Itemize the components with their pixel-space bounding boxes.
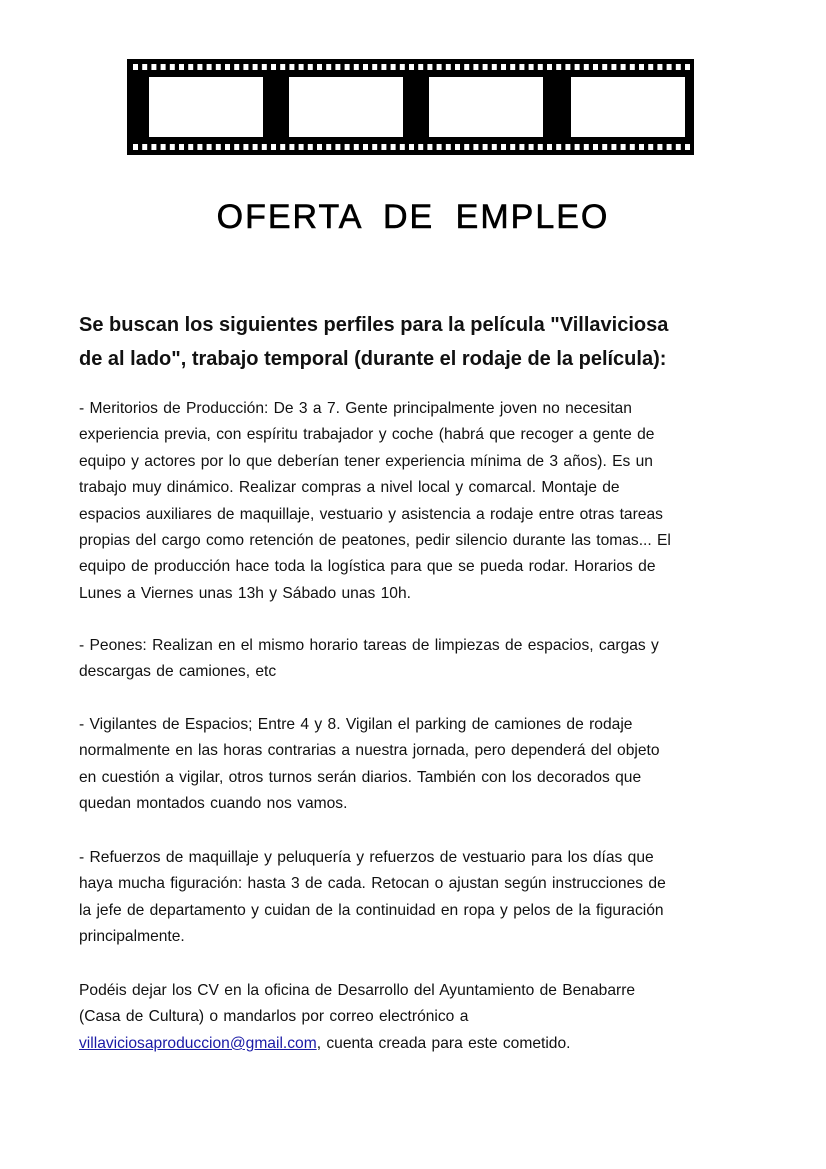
sprocket-hole: [529, 64, 534, 70]
text-line: (Casa de Cultura) o mandarlos por correo electrónico a: [79, 1008, 469, 1026]
text-line: experiencia previa, con espíritu trabajador y coche (habrá que recoger a gente de: [79, 426, 655, 444]
sprocket-hole: [216, 144, 221, 150]
sprocket-hole: [501, 64, 506, 70]
intro-heading: [79, 308, 739, 376]
sprocket-hole: [243, 144, 248, 150]
sprocket-hole: [299, 64, 304, 70]
sprocket-hole: [197, 64, 202, 70]
sprocket-hole: [289, 64, 294, 70]
sprocket-hole: [225, 64, 230, 70]
sprocket-hole: [400, 64, 405, 70]
sprocket-hole: [630, 64, 635, 70]
sprocket-hole: [335, 144, 340, 150]
text-line: - Peones: Realizan en el mismo horario tareas de limpiezas de espacios, cargas y: [79, 637, 659, 654]
text-line: normalmente en las horas contrarias a nuestra jornada, pero dependerá del objeto: [79, 742, 660, 760]
text-line: Podéis dejar los CV en la oficina de Desarrollo del Ayuntamiento de Benabarre: [79, 982, 636, 999]
sprocket-hole: [621, 144, 626, 150]
sprocket-hole: [142, 144, 147, 150]
sprocket-hole: [354, 64, 359, 70]
text-line-suffix: , cuenta creada para este cometido.: [316, 1034, 571, 1052]
email-link[interactable]: villaviciosaproduccion@gmail.com: [79, 1034, 317, 1052]
sprocket-hole: [418, 144, 423, 150]
sprocket-hole: [529, 144, 534, 150]
text-line: propias del cargo como retención de peatones, pedir silencio durante las tomas... El: [79, 532, 671, 550]
text-line: - Refuerzos de maquillaje y peluquería y refuerzos de vestuario para los días que: [79, 849, 654, 866]
sprocket-hole: [685, 64, 690, 70]
section-vigilantes: [79, 712, 743, 818]
sprocket-hole: [225, 144, 230, 150]
text-line: Lunes a Viernes unas 13h y Sábado unas 10h.: [79, 584, 411, 602]
sprocket-hole: [427, 144, 432, 150]
film-frame: [571, 77, 685, 137]
sprocket-hole: [280, 144, 285, 150]
sprocket-hole: [326, 64, 331, 70]
sprocket-hole: [483, 144, 488, 150]
sprocket-hole: [556, 64, 561, 70]
sprocket-hole: [446, 64, 451, 70]
text-line: la jefe de departamento y cuidan de la continuidad en ropa y pelos de la figuración: [79, 901, 664, 919]
sprocket-hole: [151, 64, 156, 70]
sprocket-hole: [676, 64, 681, 70]
sprocket-hole: [510, 64, 515, 70]
sprocket-hole: [280, 64, 285, 70]
sprocket-hole: [317, 144, 322, 150]
sprocket-hole: [363, 64, 368, 70]
sprocket-hole: [170, 64, 175, 70]
sprocket-hole: [418, 64, 423, 70]
sprocket-hole: [289, 144, 294, 150]
sprocket-hole: [437, 144, 442, 150]
sprocket-hole: [575, 144, 580, 150]
sprocket-hole: [593, 64, 598, 70]
sprocket-hole: [630, 144, 635, 150]
sprocket-hole: [363, 144, 368, 150]
sprocket-hole: [170, 144, 175, 150]
sprocket-hole: [611, 64, 616, 70]
text-line: equipo de producción hace toda la logística para que se pueda rodar. Horarios de: [79, 558, 656, 576]
sprocket-hole: [354, 144, 359, 150]
sprocket-hole: [685, 144, 690, 150]
sprocket-hole: [299, 144, 304, 150]
sprocket-hole: [271, 64, 276, 70]
sprocket-hole: [483, 64, 488, 70]
sprocket-hole: [667, 144, 672, 150]
sprocket-hole: [335, 64, 340, 70]
film-strip-image: [127, 59, 694, 155]
sprocket-hole: [602, 144, 607, 150]
sprocket-hole: [409, 64, 414, 70]
sprocket-hole: [400, 144, 405, 150]
intro-line: de al lado", trabajo temporal (durante el rodaje de la película):: [79, 348, 667, 370]
sprocket-hole: [492, 64, 497, 70]
sprocket-hole: [161, 144, 166, 150]
sprocket-hole: [243, 64, 248, 70]
sprocket-hole: [667, 64, 672, 70]
sprocket-hole: [409, 144, 414, 150]
sprocket-hole: [253, 144, 258, 150]
sprocket-hole: [584, 64, 589, 70]
sprocket-hole: [519, 64, 524, 70]
sprocket-hole: [345, 144, 350, 150]
sprocket-hole: [621, 64, 626, 70]
sprocket-hole: [234, 144, 239, 150]
sprocket-hole: [207, 64, 212, 70]
sprocket-hole: [538, 144, 543, 150]
sprocket-hole: [473, 144, 478, 150]
sprocket-hole: [464, 144, 469, 150]
sprocket-hole: [308, 64, 313, 70]
section-meritorios: [79, 396, 743, 607]
sprocket-hole: [547, 64, 552, 70]
sprocket-hole: [216, 64, 221, 70]
sprocket-hole: [262, 64, 267, 70]
sprocket-hole: [308, 144, 313, 150]
sprocket-hole: [455, 144, 460, 150]
contact-paragraph: [79, 978, 743, 1057]
sprocket-hole: [317, 64, 322, 70]
text-line: haya mucha figuración: hasta 3 de cada. Retocan o ajustan según instrucciones de: [79, 875, 666, 893]
sprocket-hole: [556, 144, 561, 150]
sprocket-hole: [492, 144, 497, 150]
sprocket-hole: [381, 64, 386, 70]
text-line: quedan montados cuando nos vamos.: [79, 795, 348, 813]
sprocket-hole: [381, 144, 386, 150]
sprocket-hole: [676, 144, 681, 150]
sprocket-hole: [133, 144, 138, 150]
sprocket-hole: [427, 64, 432, 70]
sprocket-hole: [547, 144, 552, 150]
sprocket-hole: [437, 64, 442, 70]
sprocket-hole: [657, 144, 662, 150]
sprocket-hole: [455, 64, 460, 70]
sprocket-hole: [501, 144, 506, 150]
sprocket-hole: [510, 144, 515, 150]
sprocket-hole: [391, 64, 396, 70]
text-line: - Meritorios de Producción: De 3 a 7. Gente principalmente joven no necesitan: [79, 400, 632, 417]
sprocket-hole: [271, 144, 276, 150]
sprocket-hole: [142, 64, 147, 70]
sprocket-hole: [648, 144, 653, 150]
text-line: espacios auxiliares de maquillaje, vestuario y asistencia a rodaje entre otras tareas: [79, 505, 663, 523]
sprocket-hole: [345, 64, 350, 70]
film-frame: [149, 77, 263, 137]
film-frame: [429, 77, 543, 137]
sprocket-hole: [657, 64, 662, 70]
sprocket-hole: [179, 144, 184, 150]
sprocket-hole: [326, 144, 331, 150]
sprocket-hole: [639, 144, 644, 150]
sprocket-hole: [519, 144, 524, 150]
sprocket-hole: [538, 64, 543, 70]
sprocket-hole: [234, 64, 239, 70]
sprocket-hole: [188, 64, 193, 70]
sprocket-hole: [575, 64, 580, 70]
text-line: descargas de camiones, etc: [79, 663, 277, 681]
sprocket-hole: [188, 144, 193, 150]
text-line: [79, 1031, 743, 1057]
text-line: principalmente.: [79, 928, 185, 946]
page-title: OFERTA DE EMPLEO: [216, 198, 610, 236]
sprocket-hole: [197, 144, 202, 150]
sprocket-hole: [565, 144, 570, 150]
sprocket-hole: [161, 64, 166, 70]
sprocket-hole: [648, 64, 653, 70]
film-frame: [289, 77, 403, 137]
sprocket-hole: [593, 144, 598, 150]
text-line: en cuestión a vigilar, otros turnos serán diarios. También con los decorados que: [79, 768, 642, 786]
section-peones: [79, 633, 743, 686]
sprocket-hole: [611, 144, 616, 150]
sprocket-hole: [372, 64, 377, 70]
sprocket-hole: [133, 64, 138, 70]
sprocket-hole: [179, 64, 184, 70]
text-line: trabajo muy dinámico. Realizar compras a nivel local y comarcal. Montaje de: [79, 479, 620, 497]
sprocket-hole: [464, 64, 469, 70]
sprocket-hole: [639, 64, 644, 70]
sprocket-hole: [584, 144, 589, 150]
text-line: equipo y actores por lo que deberían tener experiencia mínima de 3 años). Es un: [79, 452, 653, 470]
sprocket-hole: [262, 144, 267, 150]
sprocket-hole: [565, 64, 570, 70]
sprocket-hole: [446, 144, 451, 150]
sprocket-hole: [151, 144, 156, 150]
section-refuerzos: [79, 845, 743, 951]
sprocket-hole: [602, 64, 607, 70]
sprocket-hole: [207, 144, 212, 150]
text-line: - Vigilantes de Espacios; Entre 4 y 8. Vigilan el parking de camiones de rodaje: [79, 716, 633, 733]
sprocket-hole: [253, 64, 258, 70]
sprocket-hole: [391, 144, 396, 150]
sprocket-hole: [372, 144, 377, 150]
intro-line: Se buscan los siguientes perfiles para la película "Villaviciosa: [79, 314, 669, 336]
sprocket-hole: [473, 64, 478, 70]
